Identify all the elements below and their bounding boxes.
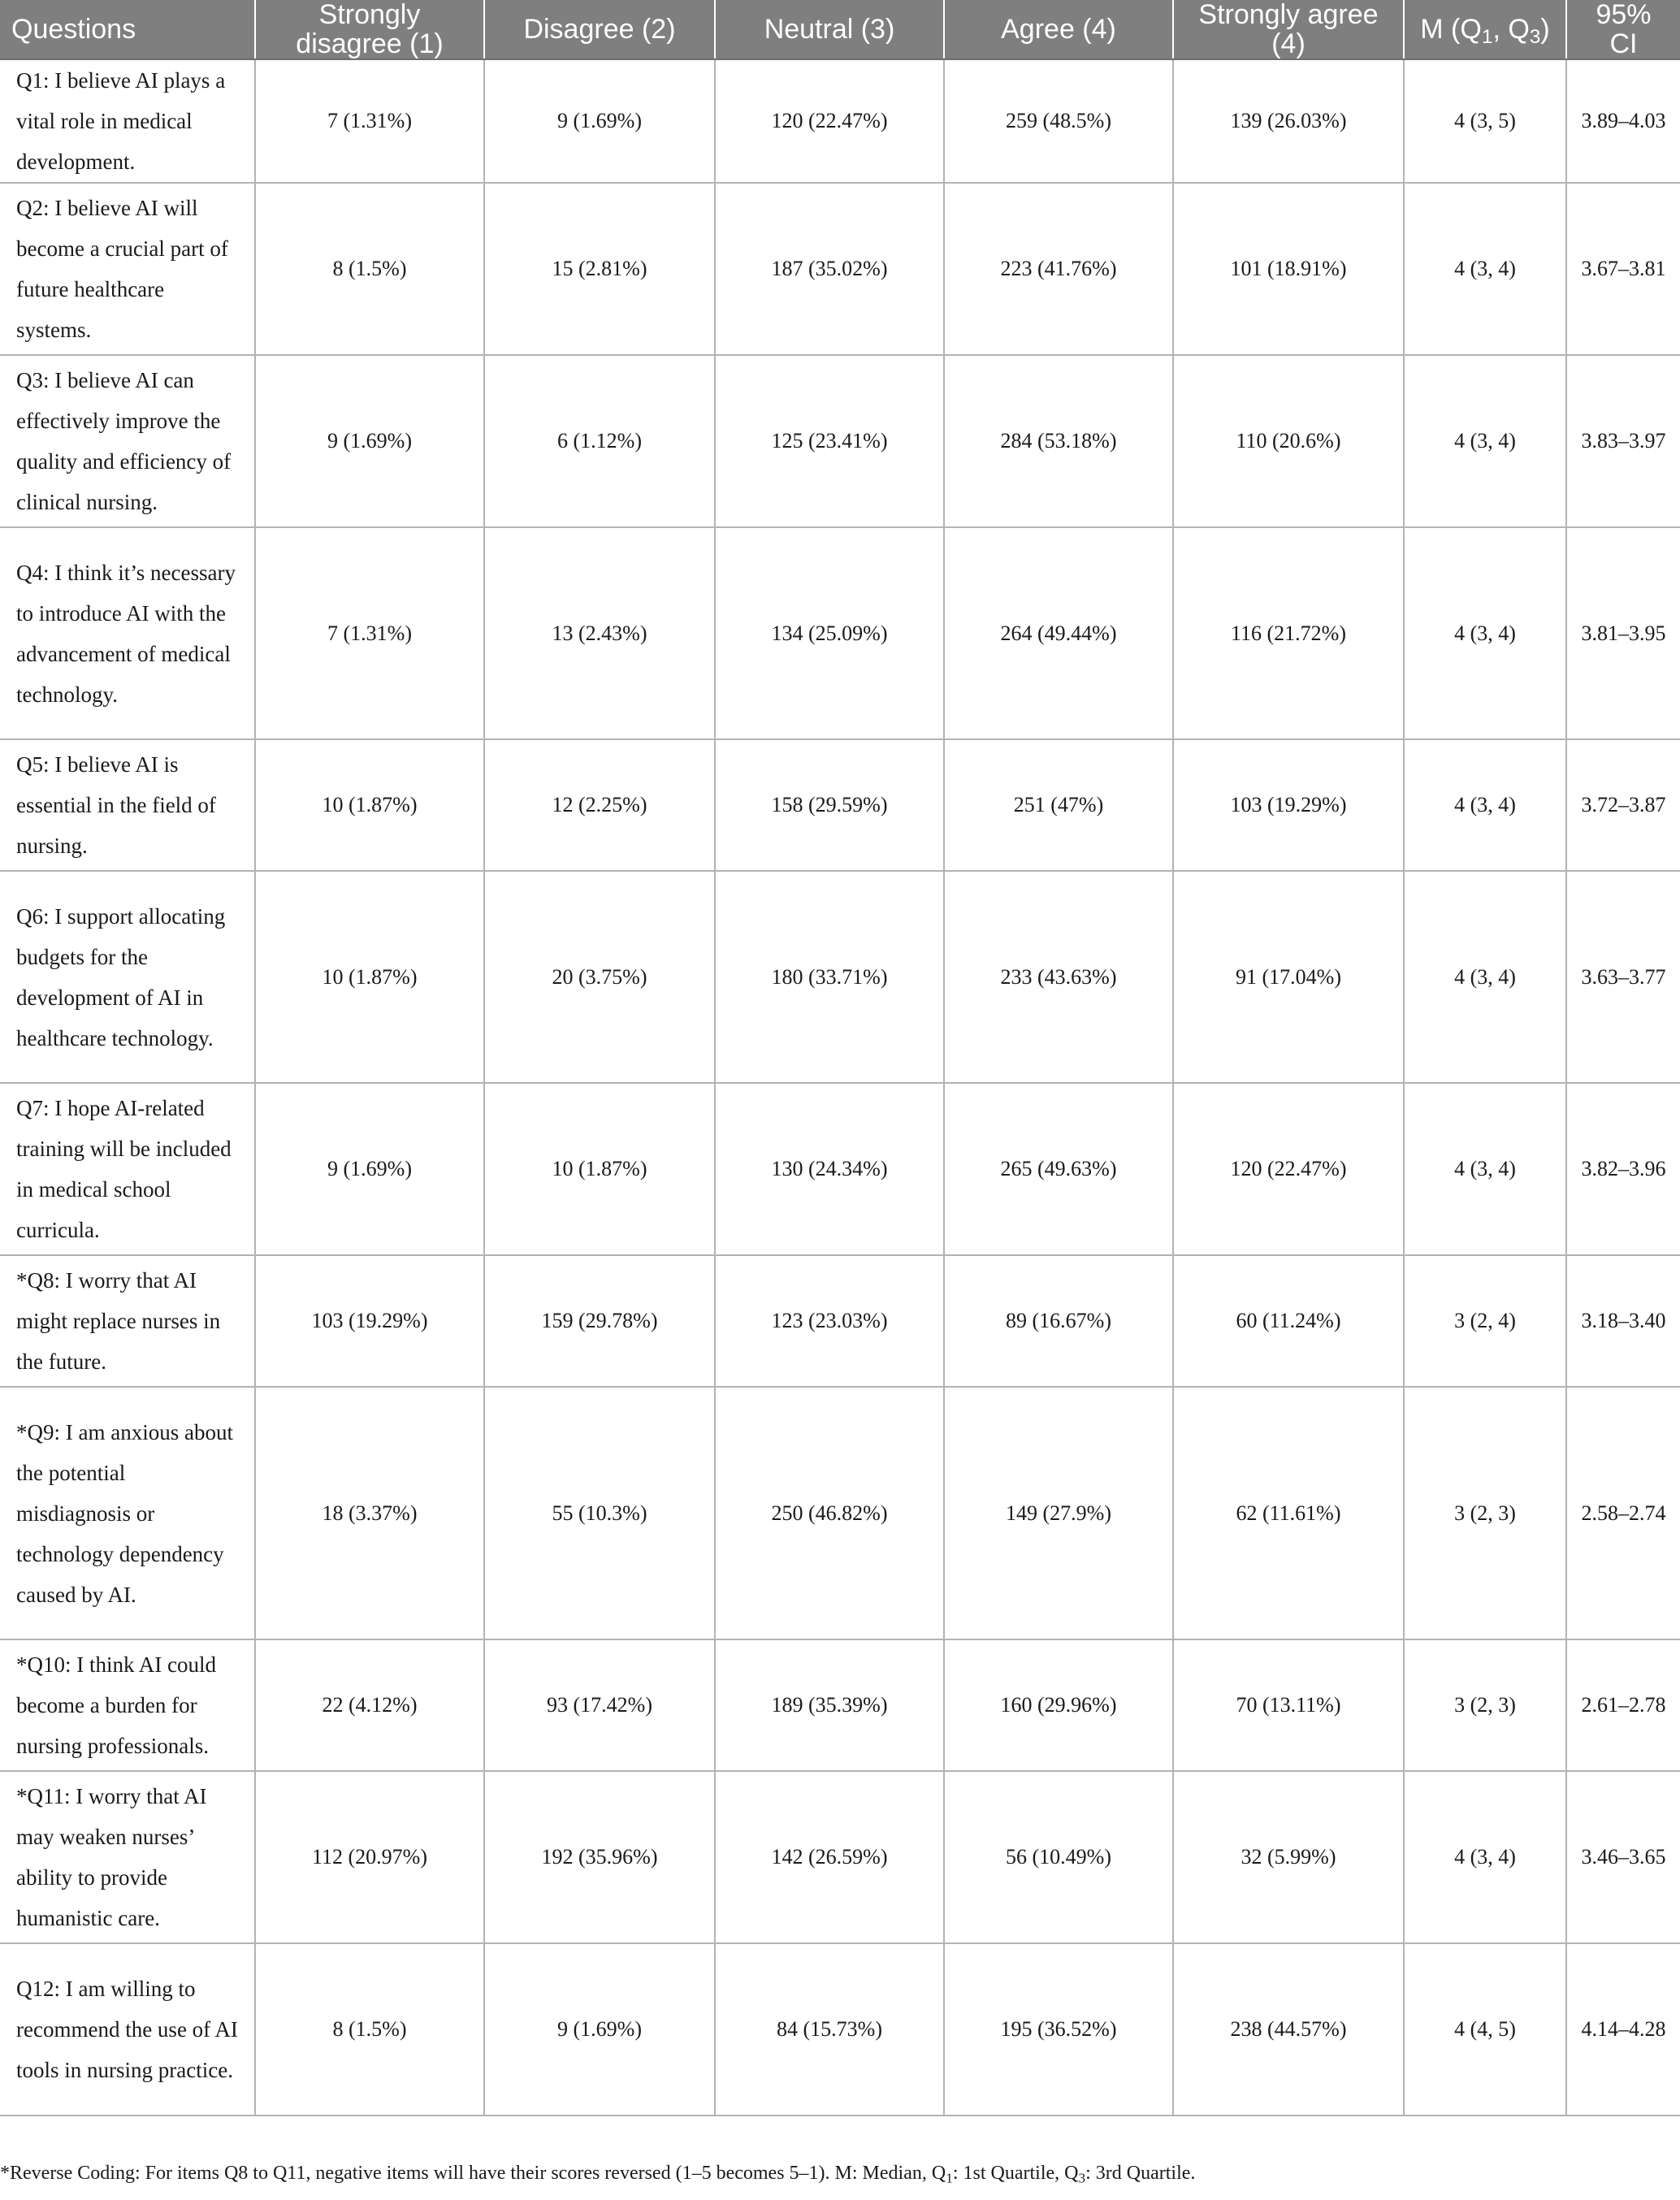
header-median-mid: , Q — [1492, 14, 1530, 45]
strongly-agree-cell: 120 (22.47%) — [1173, 1083, 1404, 1255]
question-cell: *Q11: I worry that AI may weaken nurses’ ability to provide humanistic care. — [0, 1771, 255, 1943]
ci-cell: 3.82–3.96 — [1566, 1083, 1680, 1255]
header-median — [1404, 0, 1566, 59]
neutral-cell: 125 (23.41%) — [715, 355, 944, 527]
ci-cell: 2.61–2.78 — [1566, 1639, 1680, 1771]
ci-cell: 3.63–3.77 — [1566, 871, 1680, 1083]
disagree-cell: 10 (1.87%) — [484, 1083, 715, 1255]
question-cell: *Q9: I am anxious about the potential misdiagnosis or technology dependency caused by AI. — [0, 1387, 255, 1639]
footnote-part3: : 3rd Quartile. — [1085, 2163, 1196, 2184]
neutral-cell: 250 (46.82%) — [715, 1387, 944, 1639]
table-row-q6 — [0, 871, 1680, 1083]
disagree-cell: 9 (1.69%) — [484, 59, 715, 183]
disagree-cell: 13 (2.43%) — [484, 527, 715, 739]
neutral-cell: 158 (29.59%) — [715, 739, 944, 871]
strongly-disagree-cell: 7 (1.31%) — [255, 59, 484, 183]
neutral-cell: 120 (22.47%) — [715, 59, 944, 183]
disagree-cell: 12 (2.25%) — [484, 739, 715, 871]
agree-cell: 160 (29.96%) — [944, 1639, 1173, 1771]
strongly-agree-cell: 101 (18.91%) — [1173, 183, 1404, 355]
agree-cell: 89 (16.67%) — [944, 1255, 1173, 1387]
median-cell: 4 (3, 5) — [1404, 59, 1566, 183]
table-row-q3 — [0, 355, 1680, 527]
question-cell: Q5: I believe AI is essential in the field of nursing. — [0, 739, 255, 871]
strongly-disagree-cell: 9 (1.69%) — [255, 1083, 484, 1255]
disagree-cell: 9 (1.69%) — [484, 1943, 715, 2116]
median-cell: 4 (3, 4) — [1404, 183, 1566, 355]
header-agree: Agree (4) — [944, 0, 1173, 59]
median-cell: 4 (3, 4) — [1404, 355, 1566, 527]
footnote-part1: *Reverse Coding: For items Q8 to Q11, negative items will have their scores reversed (1–5 becomes 5–1). M: Median, Q — [0, 2163, 946, 2184]
strongly-agree-cell: 110 (20.6%) — [1173, 355, 1404, 527]
strongly-agree-cell: 116 (21.72%) — [1173, 527, 1404, 739]
footnote-sub3: 3 — [1078, 2170, 1086, 2186]
agree-cell: 265 (49.63%) — [944, 1083, 1173, 1255]
disagree-cell: 159 (29.78%) — [484, 1255, 715, 1387]
neutral-cell: 189 (35.39%) — [715, 1639, 944, 1771]
table-row-q8 — [0, 1255, 1680, 1387]
header-median-sub1: 1 — [1481, 26, 1493, 49]
agree-cell: 264 (49.44%) — [944, 527, 1173, 739]
median-cell: 4 (4, 5) — [1404, 1943, 1566, 2116]
question-cell: Q4: I think it’s necessary to introduce AI with the advancement of medical technology. — [0, 527, 255, 739]
median-cell: 3 (2, 3) — [1404, 1387, 1566, 1639]
strongly-agree-cell: 60 (11.24%) — [1173, 1255, 1404, 1387]
header-neutral: Neutral (3) — [715, 0, 944, 59]
strongly-disagree-cell: 22 (4.12%) — [255, 1639, 484, 1771]
question-cell: Q12: I am willing to recommend the use of AI tools in nursing practice. — [0, 1943, 255, 2116]
agree-cell: 251 (47%) — [944, 739, 1173, 871]
strongly-disagree-cell: 18 (3.37%) — [255, 1387, 484, 1639]
disagree-cell: 55 (10.3%) — [484, 1387, 715, 1639]
ci-cell: 3.18–3.40 — [1566, 1255, 1680, 1387]
header-row — [0, 0, 1680, 59]
question-cell: Q3: I believe AI can effectively improve the quality and efficiency of clinical nursing. — [0, 355, 255, 527]
header-median-sub3: 3 — [1529, 26, 1541, 49]
strongly-disagree-cell: 8 (1.5%) — [255, 183, 484, 355]
disagree-cell: 20 (3.75%) — [484, 871, 715, 1083]
question-cell: *Q8: I worry that AI might replace nurses in the future. — [0, 1255, 255, 1387]
header-strongly-agree: Strongly agree (4) — [1173, 0, 1404, 59]
median-cell: 4 (3, 4) — [1404, 1083, 1566, 1255]
median-cell: 4 (3, 4) — [1404, 1771, 1566, 1943]
header-median-prefix: M (Q — [1420, 14, 1482, 45]
footnote-part2: : 1st Quartile, Q — [952, 2163, 1079, 2184]
ci-cell: 3.81–3.95 — [1566, 527, 1680, 739]
disagree-cell: 93 (17.42%) — [484, 1639, 715, 1771]
strongly-disagree-cell: 7 (1.31%) — [255, 527, 484, 739]
header-disagree: Disagree (2) — [484, 0, 715, 59]
table-row-q12 — [0, 1943, 1680, 2116]
neutral-cell: 180 (33.71%) — [715, 871, 944, 1083]
header-questions: Questions — [0, 0, 255, 59]
footnote-sub1: 1 — [946, 2170, 953, 2186]
ci-cell: 4.14–4.28 — [1566, 1943, 1680, 2116]
ci-cell: 3.72–3.87 — [1566, 739, 1680, 871]
ci-cell: 3.46–3.65 — [1566, 1771, 1680, 1943]
table-footnote — [0, 2163, 1195, 2185]
strongly-agree-cell: 32 (5.99%) — [1173, 1771, 1404, 1943]
strongly-agree-cell: 91 (17.04%) — [1173, 871, 1404, 1083]
agree-cell: 223 (41.76%) — [944, 183, 1173, 355]
neutral-cell: 130 (24.34%) — [715, 1083, 944, 1255]
agree-cell: 284 (53.18%) — [944, 355, 1173, 527]
question-cell: Q7: I hope AI-related training will be included in medical school curricula. — [0, 1083, 255, 1255]
median-cell: 4 (3, 4) — [1404, 871, 1566, 1083]
table-row-q10 — [0, 1639, 1680, 1771]
agree-cell: 233 (43.63%) — [944, 871, 1173, 1083]
table-row-q1 — [0, 59, 1680, 183]
table-row-q11 — [0, 1771, 1680, 1943]
table-row-q2 — [0, 183, 1680, 355]
question-cell: Q1: I believe AI plays a vital role in medical development. — [0, 59, 255, 183]
table-row-q4 — [0, 527, 1680, 739]
table-row-q5 — [0, 739, 1680, 871]
strongly-agree-cell: 238 (44.57%) — [1173, 1943, 1404, 2116]
question-cell: Q6: I support allocating budgets for the development of AI in healthcare technology. — [0, 871, 255, 1083]
agree-cell: 149 (27.9%) — [944, 1387, 1173, 1639]
median-cell: 3 (2, 3) — [1404, 1639, 1566, 1771]
strongly-disagree-cell: 112 (20.97%) — [255, 1771, 484, 1943]
header-median-suffix: ) — [1540, 14, 1550, 45]
strongly-disagree-cell: 9 (1.69%) — [255, 355, 484, 527]
agree-cell: 56 (10.49%) — [944, 1771, 1173, 1943]
strongly-disagree-cell: 10 (1.87%) — [255, 871, 484, 1083]
header-strongly-disagree: Strongly disagree (1) — [255, 0, 484, 59]
question-cell: Q2: I believe AI will become a crucial part of future healthcare systems. — [0, 183, 255, 355]
strongly-disagree-cell: 10 (1.87%) — [255, 739, 484, 871]
ci-cell: 2.58–2.74 — [1566, 1387, 1680, 1639]
strongly-agree-cell: 62 (11.61%) — [1173, 1387, 1404, 1639]
median-cell: 4 (3, 4) — [1404, 739, 1566, 871]
neutral-cell: 187 (35.02%) — [715, 183, 944, 355]
median-cell: 4 (3, 4) — [1404, 527, 1566, 739]
strongly-agree-cell: 139 (26.03%) — [1173, 59, 1404, 183]
disagree-cell: 15 (2.81%) — [484, 183, 715, 355]
ci-cell: 3.89–4.03 — [1566, 59, 1680, 183]
question-cell: *Q10: I think AI could become a burden for nursing professionals. — [0, 1639, 255, 1771]
neutral-cell: 142 (26.59%) — [715, 1771, 944, 1943]
agree-cell: 259 (48.5%) — [944, 59, 1173, 183]
neutral-cell: 84 (15.73%) — [715, 1943, 944, 2116]
strongly-disagree-cell: 8 (1.5%) — [255, 1943, 484, 2116]
header-ci: 95% CI — [1566, 0, 1680, 59]
median-cell: 3 (2, 4) — [1404, 1255, 1566, 1387]
neutral-cell: 134 (25.09%) — [715, 527, 944, 739]
disagree-cell: 192 (35.96%) — [484, 1771, 715, 1943]
strongly-agree-cell: 103 (19.29%) — [1173, 739, 1404, 871]
table-row-q9 — [0, 1387, 1680, 1639]
ci-cell: 3.83–3.97 — [1566, 355, 1680, 527]
agree-cell: 195 (36.52%) — [944, 1943, 1173, 2116]
table-row-q7 — [0, 1083, 1680, 1255]
neutral-cell: 123 (23.03%) — [715, 1255, 944, 1387]
ci-cell: 3.67–3.81 — [1566, 183, 1680, 355]
disagree-cell: 6 (1.12%) — [484, 355, 715, 527]
strongly-agree-cell: 70 (13.11%) — [1173, 1639, 1404, 1771]
strongly-disagree-cell: 103 (19.29%) — [255, 1255, 484, 1387]
